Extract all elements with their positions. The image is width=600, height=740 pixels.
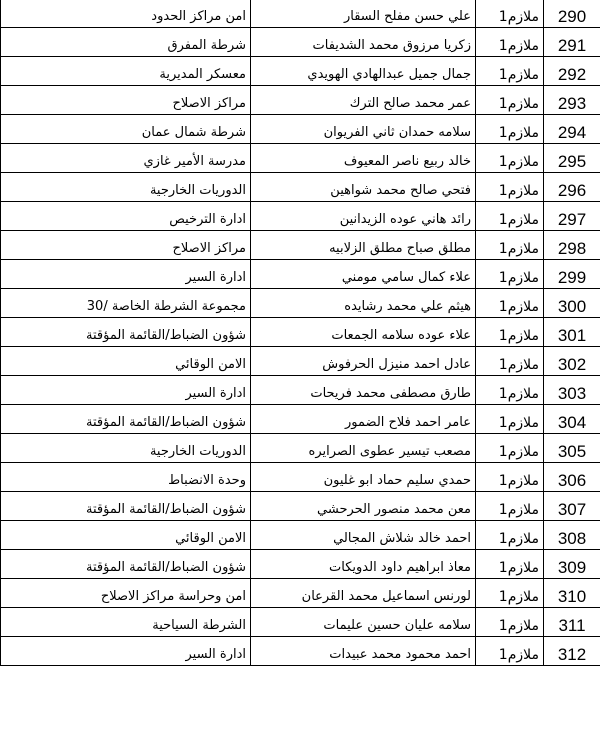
name-cell: سلامه حمدان ثاني الفريوان (251, 115, 476, 144)
rank-cell: ملازم1 (476, 608, 544, 637)
table-row (1, 637, 600, 666)
name-cell: مصعب تيسير عطوى الصرايره (251, 434, 476, 463)
unit-cell: ادارة السير (1, 637, 251, 666)
table-row (1, 173, 600, 202)
unit-cell: مجموعة الشرطة الخاصة /30 (1, 289, 251, 318)
row-number-cell: 310 (544, 579, 600, 608)
unit-cell: شؤون الضباط/القائمة المؤقتة (1, 405, 251, 434)
table-row (1, 521, 600, 550)
table-row (1, 405, 600, 434)
table-body (1, 0, 600, 666)
table-row (1, 202, 600, 231)
rank-cell: ملازم1 (476, 318, 544, 347)
name-cell: عامر احمد فلاح الضمور (251, 405, 476, 434)
rank-cell: ملازم1 (476, 86, 544, 115)
unit-cell: ادارة السير (1, 376, 251, 405)
unit-cell: الدوريات الخارجية (1, 173, 251, 202)
row-number-cell: 301 (544, 318, 600, 347)
rank-cell: ملازم1 (476, 231, 544, 260)
unit-cell: الامن الوقائي (1, 521, 251, 550)
table-row (1, 115, 600, 144)
row-number-cell: 299 (544, 260, 600, 289)
unit-cell: مدرسة الأمير غازي (1, 144, 251, 173)
name-cell: احمد محمود محمد عبيدات (251, 637, 476, 666)
row-number-cell: 306 (544, 463, 600, 492)
name-cell: جمال جميل عبدالهادي الهويدي (251, 57, 476, 86)
unit-cell: امن وحراسة مراكز الاصلاح (1, 579, 251, 608)
rank-cell: ملازم1 (476, 260, 544, 289)
rank-cell: ملازم1 (476, 144, 544, 173)
unit-cell: امن مراكز الحدود (1, 0, 251, 28)
row-number-cell: 292 (544, 57, 600, 86)
name-cell: سلامه عليان حسين عليمات (251, 608, 476, 637)
table-row (1, 434, 600, 463)
unit-cell: وحدة الانضباط (1, 463, 251, 492)
table-row (1, 463, 600, 492)
name-cell: معاذ ابراهيم داود الدويكات (251, 550, 476, 579)
row-number-cell: 296 (544, 173, 600, 202)
rank-cell: ملازم1 (476, 173, 544, 202)
unit-cell: شؤون الضباط/القائمة المؤقتة (1, 492, 251, 521)
unit-cell: مراكز الاصلاح (1, 86, 251, 115)
name-cell: هيثم علي محمد رشايده (251, 289, 476, 318)
name-cell: عمر محمد صالح الترك (251, 86, 476, 115)
name-cell: مطلق صباح مطلق الزلابيه (251, 231, 476, 260)
table-row (1, 144, 600, 173)
table-row (1, 318, 600, 347)
row-number-cell: 308 (544, 521, 600, 550)
name-cell: معن محمد منصور الحرحشي (251, 492, 476, 521)
row-number-cell: 312 (544, 637, 600, 666)
name-cell: علي حسن مفلح السقار (251, 0, 476, 28)
name-cell: زكريا مرزوق محمد الشديفات (251, 28, 476, 57)
name-cell: حمدي سليم حماد ابو غليون (251, 463, 476, 492)
table-row (1, 57, 600, 86)
name-cell: احمد خالد شلاش المجالي (251, 521, 476, 550)
table-row (1, 376, 600, 405)
table-row (1, 550, 600, 579)
rank-cell: ملازم1 (476, 405, 544, 434)
unit-cell: ادارة السير (1, 260, 251, 289)
unit-cell: شؤون الضباط/القائمة المؤقتة (1, 318, 251, 347)
rank-cell: ملازم1 (476, 28, 544, 57)
table-row (1, 492, 600, 521)
name-cell: طارق مصطفى محمد فريحات (251, 376, 476, 405)
name-cell: علاء عوده سلامه الجمعات (251, 318, 476, 347)
rank-cell: ملازم1 (476, 289, 544, 318)
unit-cell: شؤون الضباط/القائمة المؤقتة (1, 550, 251, 579)
row-number-cell: 290 (544, 0, 600, 28)
row-number-cell: 294 (544, 115, 600, 144)
row-number-cell: 309 (544, 550, 600, 579)
unit-cell: مراكز الاصلاح (1, 231, 251, 260)
unit-cell: معسكر المديرية (1, 57, 251, 86)
rank-cell: ملازم1 (476, 115, 544, 144)
unit-cell: شرطة المفرق (1, 28, 251, 57)
row-number-cell: 307 (544, 492, 600, 521)
unit-cell: الامن الوقائي (1, 347, 251, 376)
row-number-cell: 305 (544, 434, 600, 463)
table-row (1, 0, 600, 28)
rank-cell: ملازم1 (476, 637, 544, 666)
row-number-cell: 302 (544, 347, 600, 376)
table-row (1, 347, 600, 376)
rank-cell: ملازم1 (476, 347, 544, 376)
row-number-cell: 303 (544, 376, 600, 405)
table-row (1, 28, 600, 57)
rank-cell: ملازم1 (476, 463, 544, 492)
row-number-cell: 297 (544, 202, 600, 231)
name-cell: رائد هاني عوده الزيدانين (251, 202, 476, 231)
rank-cell: ملازم1 (476, 57, 544, 86)
rank-cell: ملازم1 (476, 202, 544, 231)
name-cell: فتحي صالح محمد شواهين (251, 173, 476, 202)
row-number-cell: 300 (544, 289, 600, 318)
table-row (1, 608, 600, 637)
unit-cell: ادارة الترخيص (1, 202, 251, 231)
unit-cell: الدوريات الخارجية (1, 434, 251, 463)
table-row (1, 260, 600, 289)
row-number-cell: 295 (544, 144, 600, 173)
unit-cell: شرطة شمال عمان (1, 115, 251, 144)
rank-cell: ملازم1 (476, 550, 544, 579)
row-number-cell: 311 (544, 608, 600, 637)
name-cell: لورنس اسماعيل محمد القرعان (251, 579, 476, 608)
rank-cell: ملازم1 (476, 434, 544, 463)
name-cell: عادل احمد منيزل الحرفوش (251, 347, 476, 376)
table-row (1, 289, 600, 318)
rank-cell: ملازم1 (476, 521, 544, 550)
rank-cell: ملازم1 (476, 492, 544, 521)
name-cell: خالد ربيع ناصر المعيوف (251, 144, 476, 173)
table-row (1, 86, 600, 115)
rank-cell: ملازم1 (476, 579, 544, 608)
row-number-cell: 291 (544, 28, 600, 57)
unit-cell: الشرطة السياحية (1, 608, 251, 637)
table-row (1, 231, 600, 260)
row-number-cell: 304 (544, 405, 600, 434)
name-cell: علاء كمال سامي مومني (251, 260, 476, 289)
rank-cell: ملازم1 (476, 376, 544, 405)
row-number-cell: 293 (544, 86, 600, 115)
table-row (1, 579, 600, 608)
row-number-cell: 298 (544, 231, 600, 260)
rank-cell: ملازم1 (476, 0, 544, 28)
